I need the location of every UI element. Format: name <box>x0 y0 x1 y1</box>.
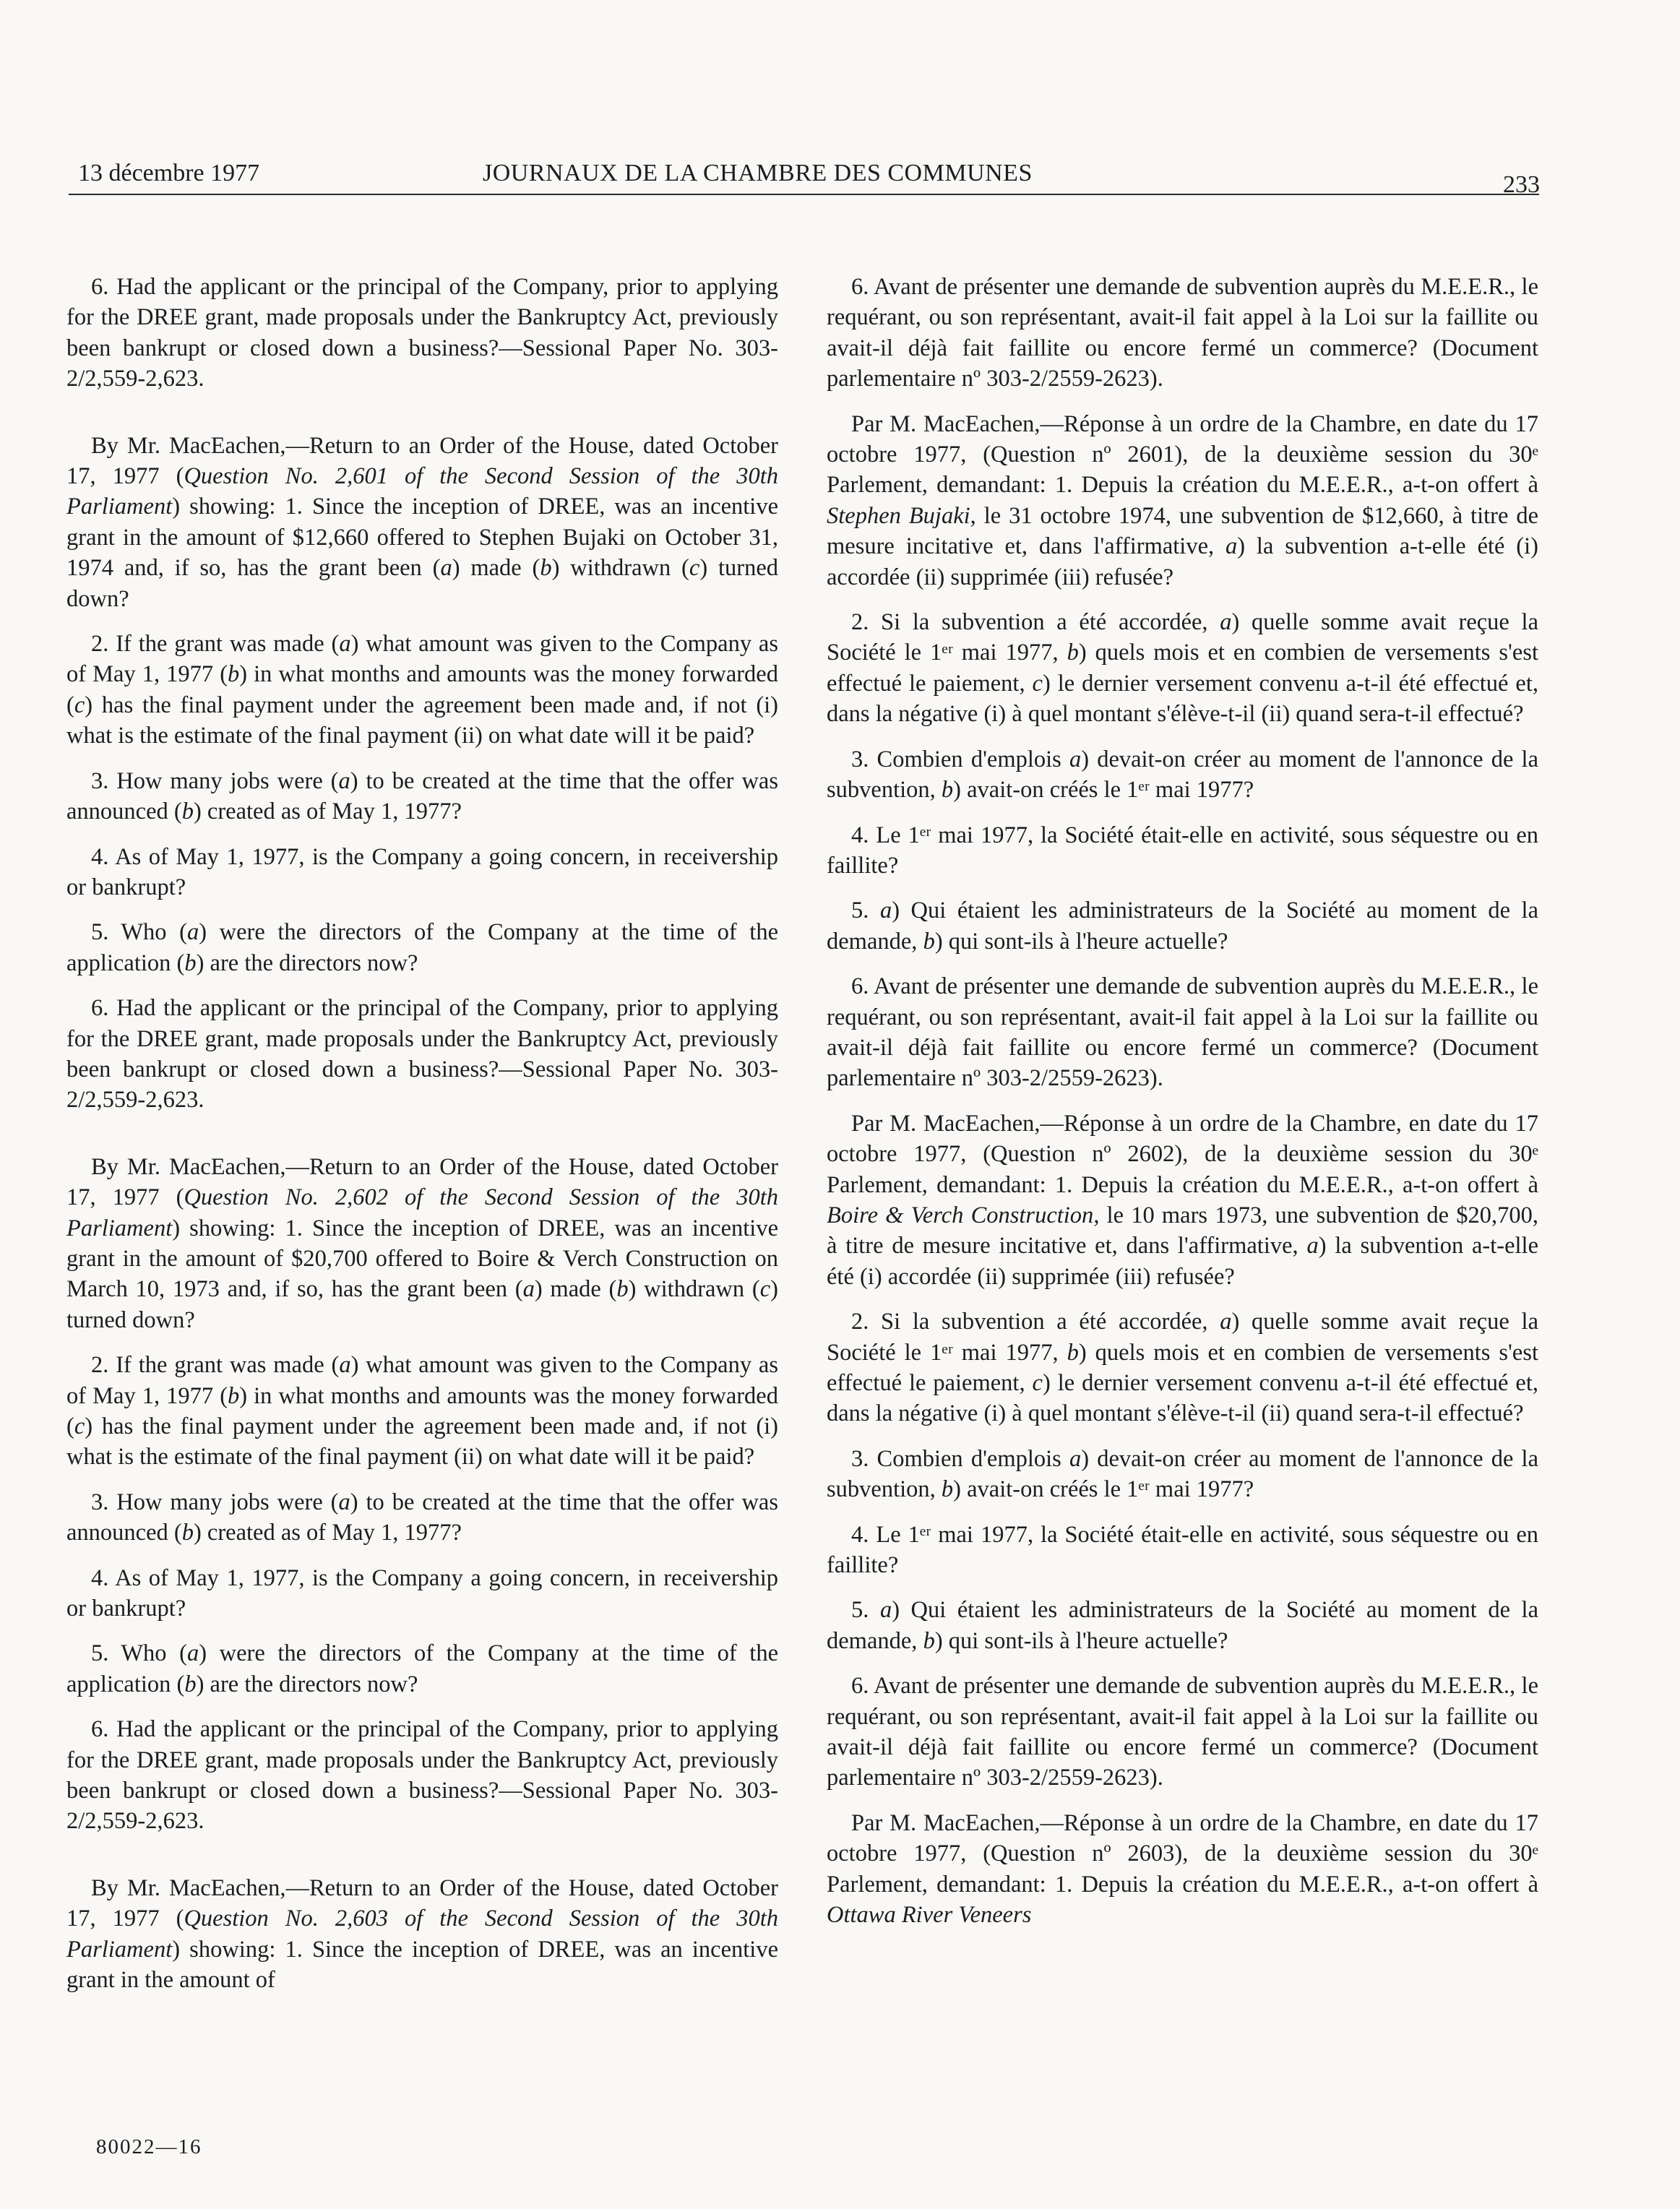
italic-text: b <box>228 1382 240 1409</box>
paragraph: 3. How many jobs were (a) to be created at the time that the offer was announced (b) created as of May 1, 1977? <box>66 767 778 825</box>
italic-text: b <box>941 1476 954 1503</box>
italic-text: b <box>181 1520 194 1546</box>
italic-text: b <box>941 777 954 804</box>
paragraph: 6. Avant de présenter une demande de subvention auprès du M.E.E.R., le requérant, ou son représentant, avait-il fait appel à la Loi sur la faillite ou avait-il déjà fait faillite ou encore fermé un commerce? (Document parlementaire nº 303-2/2559-2623). <box>827 274 1538 392</box>
header-rule <box>69 194 1539 195</box>
italic-text: b <box>1067 640 1079 666</box>
italic-text: c <box>759 1276 771 1303</box>
paragraph: 5. Who (a) were the directors of the Company at the time of the application (b) are the directors now? <box>66 1640 778 1697</box>
italic-text: c <box>1032 670 1043 697</box>
paragraph: 6. Avant de présenter une demande de subvention auprès du M.E.E.R., le requérant, ou son représentant, avait-il fait appel à la Loi sur la faillite ou avait-il déjà fait faillite ou encore fermé un commerce? (Document parlementaire nº 303-2/2559-2623). <box>827 973 1538 1092</box>
paragraph: 4. Le 1ᵉʳ mai 1977, la Société était-elle en activité, sous séquestre ou en faillite? <box>827 822 1538 879</box>
right-column-french <box>827 272 1538 1945</box>
paragraph: 2. Si la subvention a été accordée, a) quelle somme avait reçue la Société le 1ᵉʳ mai 1977, b) quels mois et en combien de versements s'est effectué le paiement, c) le dernier versement convenu a-t-il été effectué et, dans la négative (i) à quel montant s'élève-t-il (ii) quand sera-t-il effectué? <box>827 609 1538 728</box>
italic-text: b <box>540 555 552 582</box>
italic-text: Question No. 2,601 of the Second Session of the 30th Parliament <box>66 463 778 520</box>
paragraph: 4. Le 1ᵉʳ mai 1977, la Société était-elle en activité, sous séquestre ou en faillite? <box>827 1521 1538 1579</box>
header-date: 13 décembre 1977 <box>78 160 260 186</box>
left-column-english <box>66 272 778 2010</box>
italic-text: Question No. 2,603 of the Second Session of the 30th Parliament <box>66 1906 778 1963</box>
page-number: 233 <box>1503 171 1540 198</box>
italic-text: b <box>1067 1339 1079 1366</box>
italic-text: a <box>339 1352 351 1379</box>
italic-text: a <box>879 897 892 924</box>
paragraph: 3. Combien d'emplois a) devait-on créer au moment de l'annonce de la subvention, b) avait-on créés le 1ᵉʳ mai 1977? <box>827 746 1538 804</box>
italic-text: b <box>184 1671 197 1697</box>
paragraph: Par M. MacEachen,—Réponse à un ordre de la Chambre, en date du 17 octobre 1977, (Question nº 2602), de la deuxième session du 30ᵉ Parlement, demandant: 1. Depuis la création du M.E.E.R., a-t-on offert à Boire & Verch Construction, le 10 mars 1973, une subvention de $20,700, à titre de mesure incitative et, dans l'affirmative, a) la subvention a-t-elle été (i) accordée (ii) supprimée (iii) refusée? <box>827 1110 1539 1290</box>
italic-text: c <box>689 555 700 582</box>
italic-text: a <box>1306 1233 1319 1259</box>
paragraph: 6. Had the applicant or the principal of the Company, prior to applying for the DREE grant, made proposals under the Bankruptcy Act, previously been bankrupt or closed down a business?—Sessional Paper No. 303-2/2,559-2,623. <box>66 1716 778 1835</box>
paragraph: 6. Avant de présenter une demande de subvention auprès du M.E.E.R., le requérant, ou son représentant, avait-il fait appel à la Loi sur la faillite ou avait-il déjà fait faillite ou encore fermé un commerce? (Document parlementaire nº 303-2/2559-2623). <box>827 1673 1538 1791</box>
italic-text: Boire & Verch Construction <box>827 1202 1094 1228</box>
italic-text: b <box>616 1276 629 1303</box>
italic-text: a <box>1069 746 1082 772</box>
footer-code: 80022—16 <box>96 2135 202 2158</box>
paragraph: By Mr. MacEachen,—Return to an Order of the House, dated October 17, 1977 (Question No. 2,601 of the Second Session of the 30th Parliament) showing: 1. Since the inception of DREE, was an incentive grant in the amount of $12,660 offered to Stephen Bujaki on October 31, 1974 and, if so, has the grant been (a) made (b) withdrawn (c) turned down? <box>66 432 778 612</box>
italic-text: b <box>181 798 194 825</box>
italic-text: a <box>339 631 351 658</box>
italic-text: c <box>1032 1370 1043 1396</box>
italic-text: a <box>1225 533 1238 560</box>
paragraph: 2. If the grant was made (a) what amount was given to the Company as of May 1, 1977 (b) in what months and amounts was the money forwarded (c) has the final payment under the agreement been made and, if not (i) what is the estimate of the final payment (ii) on what date will it be paid? <box>66 1352 779 1470</box>
italic-text: c <box>74 692 85 718</box>
italic-text: a <box>338 767 350 794</box>
italic-text: b <box>228 661 240 688</box>
paragraph: 4. As of May 1, 1977, is the Company a going concern, in receivership or bankrupt? <box>66 1564 778 1622</box>
italic-text: c <box>74 1413 85 1439</box>
paragraph: 5. a) Qui étaient les administrateurs de la Société au moment de la demande, b) qui sont-ils à l'heure actuelle? <box>827 1597 1539 1654</box>
paragraph: 5. Who (a) were the directors of the Company at the time of the application (b) are the directors now? <box>66 919 778 976</box>
italic-text: a <box>440 555 452 582</box>
italic-text: b <box>923 1627 935 1654</box>
italic-text: a <box>1069 1445 1082 1472</box>
paragraph: 3. How many jobs were (a) to be created at the time that the offer was announced (b) created as of May 1, 1977? <box>66 1489 778 1546</box>
italic-text: a <box>1220 609 1232 636</box>
italic-text: a <box>186 919 199 946</box>
paragraph: 6. Had the applicant or the principal of the Company, prior to applying for the DREE grant, made proposals under the Bankruptcy Act, previously been bankrupt or closed down a business?—Sessional Paper No. 303-2/2,559-2,623. <box>66 274 778 392</box>
italic-text: b <box>184 950 197 976</box>
italic-text: a <box>338 1489 350 1515</box>
paragraph: 2. Si la subvention a été accordée, a) quelle somme avait reçue la Société le 1ᵉʳ mai 1977, b) quels mois et en combien de versements s'est effectué le paiement, c) le dernier versement convenu a-t-il été effectué et, dans la négative (i) à quel montant s'élève-t-il (ii) quand sera-t-il effectué? <box>827 1309 1538 1427</box>
italic-text: Ottawa River Veneers <box>827 1902 1032 1929</box>
paragraph: 6. Had the applicant or the principal of the Company, prior to applying for the DREE grant, made proposals under the Bankruptcy Act, previously been bankrupt or closed down a business?—Sessional Paper No. 303-2/2,559-2,623. <box>66 995 778 1114</box>
paragraph: By Mr. MacEachen,—Return to an Order of the House, dated October 17, 1977 (Question No. 2,602 of the Second Session of the 30th Parliament) showing: 1. Since the inception of DREE, was an incentive grant in the amount of $20,700 offered to Boire & Verch Construction on March 10, 1973 and, if so, has the grant been (a) made (b) withdrawn (c) turned down? <box>66 1153 778 1333</box>
italic-text: Stephen Bujaki <box>827 502 970 529</box>
italic-text: a <box>1220 1309 1232 1335</box>
paragraph: By Mr. MacEachen,—Return to an Order of the House, dated October 17, 1977 (Question No. 2,603 of the Second Session of the 30th Parliament) showing: 1. Since the inception of DREE, was an incentive grant in the amount of <box>66 1874 778 1994</box>
paragraph: Par M. MacEachen,—Réponse à un ordre de la Chambre, en date du 17 octobre 1977, (Question nº 2601), de la deuxième session du 30ᵉ Parlement, demandant: 1. Depuis la création du M.E.E.R., a-t-on offert à Stephen Bujaki, le 31 octobre 1974, une subvention de $12,660, à titre de mesure incitative et, dans l'affirmative, a) la subvention a-t-elle été (i) accordée (ii) supprimée (iii) refusée? <box>827 410 1539 590</box>
italic-text: a <box>186 1640 199 1667</box>
paragraph: 4. As of May 1, 1977, is the Company a going concern, in receivership or bankrupt? <box>66 843 778 900</box>
header-title: JOURNAUX DE LA CHAMBRE DES COMMUNES <box>483 160 1033 186</box>
paragraph: 3. Combien d'emplois a) devait-on créer au moment de l'annonce de la subvention, b) avait-on créés le 1ᵉʳ mai 1977? <box>827 1445 1538 1503</box>
paragraph: 2. If the grant was made (a) what amount was given to the Company as of May 1, 1977 (b) in what months and amounts was the money forwarded (c) has the final payment under the agreement been made and, if not (i) what is the estimate of the final payment (ii) on what date will it be paid? <box>66 631 779 749</box>
italic-text: Question No. 2,602 of the Second Session of the 30th Parliament <box>66 1184 778 1241</box>
italic-text: b <box>923 928 935 955</box>
italic-text: a <box>879 1597 892 1624</box>
italic-text: a <box>522 1276 535 1303</box>
paragraph: Par M. MacEachen,—Réponse à un ordre de la Chambre, en date du 17 octobre 1977, (Question nº 2603), de la deuxième session du 30ᵉ Parlement, demandant: 1. Depuis la création du M.E.E.R., a-t-on offert à Ottawa River Veneers <box>827 1809 1538 1929</box>
paragraph: 5. a) Qui étaient les administrateurs de la Société au moment de la demande, b) qui sont-ils à l'heure actuelle? <box>827 897 1539 955</box>
